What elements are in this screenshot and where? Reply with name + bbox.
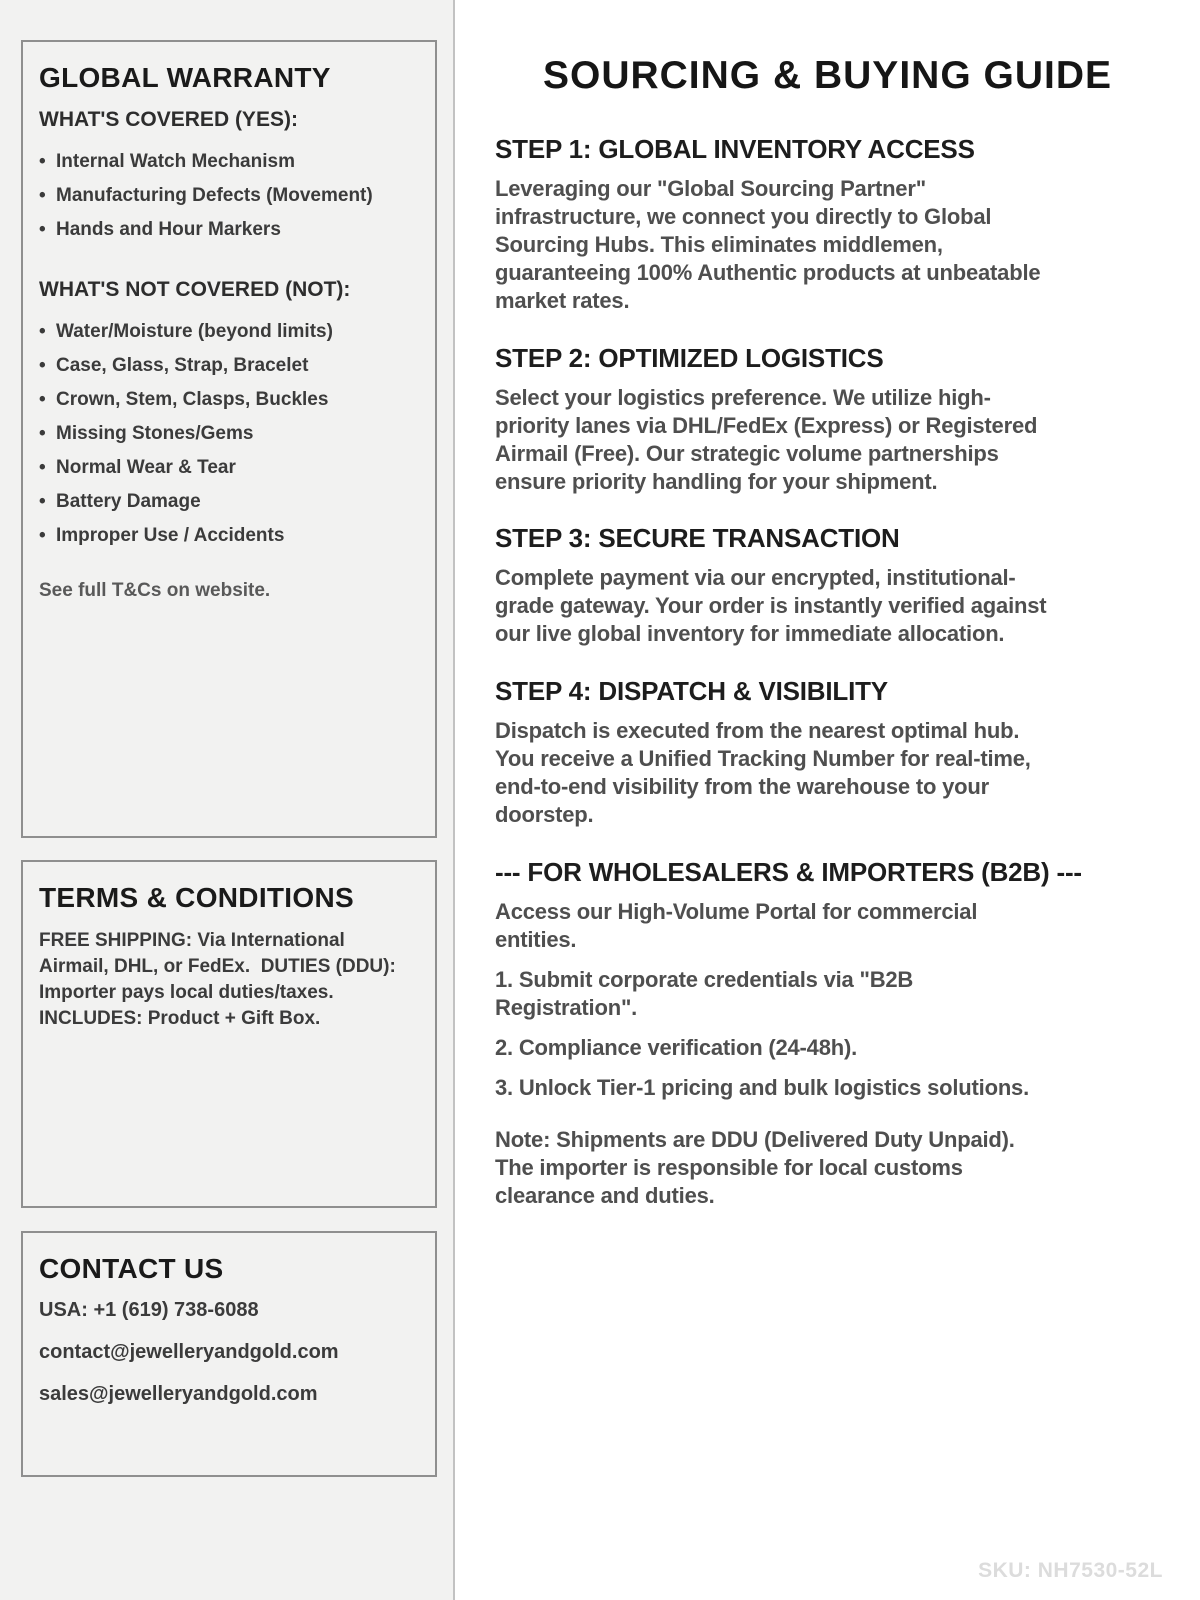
b2b-item-3: 3. Unlock Tier-1 pricing and bulk logistics solutions. — [495, 1074, 1030, 1100]
list-item — [39, 220, 419, 240]
terms-body: FREE SHIPPING: Via International Airmail, DHL, or FedEx. DUTIES (DDU): Importer pays local duties/taxes. INCLUDES: Product + Gift Box. — [39, 930, 402, 1030]
list-item-label: Manufacturing Defects (Movement) — [56, 185, 373, 206]
bullet-icon: • — [39, 423, 46, 444]
list-item — [39, 458, 419, 478]
contact-phone: USA: +1 (619) 738-6088 — [39, 1299, 259, 1321]
list-item — [39, 356, 419, 376]
bullet-icon: • — [39, 355, 46, 376]
bullet-icon: • — [39, 151, 46, 172]
sku-label: SKU: NH7530-52L — [978, 1559, 1163, 1582]
list-item-label: Battery Damage — [56, 491, 201, 512]
warranty-title: GLOBAL WARRANTY — [39, 62, 331, 93]
step-1-section — [495, 134, 1160, 315]
step-4-body: Dispatch is executed from the nearest optimal hub. You receive a Unified Tracking Number for real-time, end-to-end visibility from the warehouse to your doorstep. — [495, 718, 1031, 828]
page-title: SOURCING & BUYING GUIDE — [542, 54, 1113, 97]
list-item-label: Hands and Hour Markers — [56, 219, 281, 240]
bullet-icon: • — [39, 525, 46, 546]
warranty-footnote: See full T&Cs on website. — [39, 580, 271, 601]
list-item — [39, 390, 419, 410]
bullet-icon: • — [39, 491, 46, 512]
b2b-note: Note: Shipments are DDU (Delivered Duty Unpaid). The importer is responsible for local customs clearance and duties. — [495, 1126, 1015, 1208]
list-item — [39, 526, 419, 546]
main-content — [457, 0, 1200, 1600]
b2b-item-1: 1. Submit corporate credentials via "B2B Registration". — [495, 966, 914, 1020]
b2b-heading: --- FOR WHOLESALERS & IMPORTERS (B2B) --- — [495, 857, 1082, 887]
step-2-section — [495, 343, 1160, 496]
list-item — [39, 186, 419, 206]
covered-heading: WHAT'S COVERED (YES): — [39, 108, 298, 131]
list-item-label: Case, Glass, Strap, Bracelet — [56, 355, 309, 376]
list-item — [39, 322, 419, 342]
list-item-label: Crown, Stem, Clasps, Buckles — [56, 389, 329, 410]
terms-title: TERMS & CONDITIONS — [39, 882, 354, 913]
list-item — [39, 152, 419, 172]
bullet-icon: • — [39, 219, 46, 240]
list-item-label: Normal Wear & Tear — [56, 457, 236, 478]
bullet-icon: • — [39, 389, 46, 410]
sidebar — [0, 0, 455, 1600]
step-3-section — [495, 523, 1160, 648]
step-2-body: Select your logistics preference. We utilize high-priority lanes via DHL/FedEx (Express) or Registered Airmail (Free). Our strategic volume partnerships ensure priority handling for your shipment. — [495, 384, 1038, 494]
step-1-heading: STEP 1: GLOBAL INVENTORY ACCESS — [495, 134, 975, 164]
list-item — [39, 492, 419, 512]
bullet-icon: • — [39, 185, 46, 206]
step-4-heading: STEP 4: DISPATCH & VISIBILITY — [495, 676, 888, 707]
list-item-label: Missing Stones/Gems — [56, 423, 254, 444]
step-4-section — [495, 676, 1160, 829]
contact-email: contact@jewelleryandgold.com — [39, 1341, 339, 1363]
contact-panel — [21, 1231, 437, 1477]
contact-email-sales: sales@jewelleryandgold.com — [39, 1383, 318, 1405]
list-item-label: Water/Moisture (beyond limits) — [56, 321, 333, 342]
step-3-heading: STEP 3: SECURE TRANSACTION — [495, 523, 900, 554]
step-3-body: Complete payment via our encrypted, institutional-grade gateway. Your order is instantly verified against our live global inventory for immediate allocation. — [495, 565, 1047, 647]
contact-title: CONTACT US — [39, 1253, 224, 1284]
b2b-intro: Access our High-Volume Portal for commercial entities. — [495, 899, 978, 952]
warranty-panel — [21, 40, 437, 838]
terms-panel — [21, 860, 437, 1208]
step-2-heading: STEP 2: OPTIMIZED LOGISTICS — [495, 342, 884, 373]
step-1-body: Leveraging our "Global Sourcing Partner" infrastructure, we connect you directly to Global Sourcing Hubs. This eliminates middlemen, guaranteeing 100% Authentic products at unbeatable market rates. — [495, 176, 1041, 313]
list-item-label: Internal Watch Mechanism — [56, 151, 295, 172]
list-item — [39, 424, 419, 444]
list-item-label: Improper Use / Accidents — [56, 525, 285, 546]
not-covered-heading: WHAT'S NOT COVERED (NOT): — [39, 278, 351, 301]
bullet-icon: • — [39, 457, 46, 478]
b2b-section — [495, 857, 1160, 1209]
b2b-item-2: 2. Compliance verification (24-48h). — [495, 1034, 858, 1060]
bullet-icon: • — [39, 321, 46, 342]
